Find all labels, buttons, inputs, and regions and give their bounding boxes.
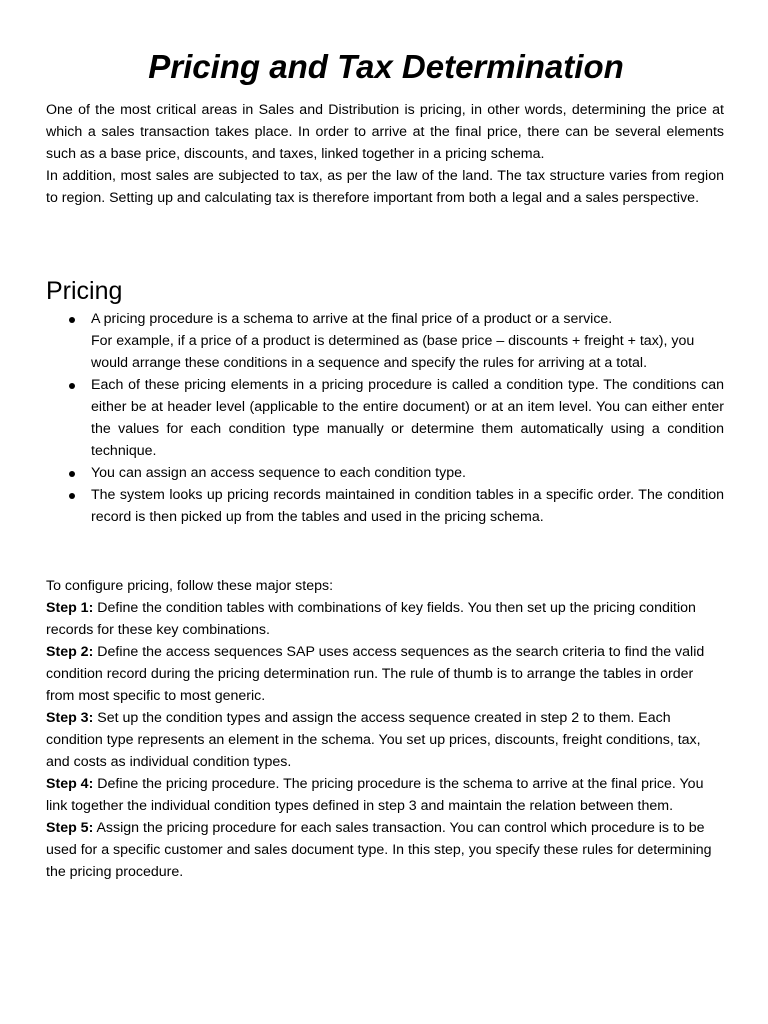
step-item: [46, 817, 724, 883]
step-text: Define the access sequences SAP uses access sequences as the search criteria to find the valid condition record during the pricing determination run. The rule of thumb is to arrange the tables in order from most specific to most generic.: [46, 644, 705, 704]
bullet-icon: [69, 493, 75, 499]
step-item: [46, 597, 724, 641]
bullet-text: You can assign an access sequence to each condition type.: [91, 465, 466, 481]
steps-section: [46, 575, 724, 883]
bullet-item: [46, 308, 724, 374]
step-text: Assign the pricing procedure for each sales transaction. You can control which procedure is to be used for a specific customer and sales document type. In this step, you specify these rules for determining the pricing procedure.: [46, 820, 712, 880]
intro-paragraph: One of the most critical areas in Sales and Distribution is pricing, in other words, determining the price at which a sales transaction takes place. In order to arrive at the final price, there can be several elements such as a base price, discounts, and taxes, linked together in a pricing schema.: [46, 102, 724, 162]
step-label: Step 4:: [46, 776, 94, 792]
step-label: Step 3:: [46, 710, 94, 726]
bullet-icon: [69, 317, 75, 323]
steps-intro: To configure pricing, follow these major steps:: [46, 578, 334, 594]
page-title: Pricing and Tax Determination: [148, 48, 624, 85]
step-item: [46, 707, 724, 773]
step-text: Define the pricing procedure. The pricing procedure is the schema to arrive at the final price. You link together the individual condition types defined in step 3 and maintain the relation between them.: [46, 776, 704, 814]
bullet-icon: [69, 471, 75, 477]
bullet-text: Each of these pricing elements in a pricing procedure is called a condition type. The conditions can either be at header level (applicable to the entire document) or at an item level. You can either enter the values for each condition type manually or determine them automatically using a condition technique.: [91, 377, 724, 459]
step-item: [46, 773, 724, 817]
bullet-text: A pricing procedure is a schema to arrive at the final price of a product or a service.: [91, 311, 613, 327]
bullet-item: [46, 484, 724, 528]
intro-section: [46, 99, 724, 209]
step-label: Step 1:: [46, 600, 94, 616]
bullet-icon: [69, 383, 75, 389]
section-heading-pricing: Pricing: [46, 277, 123, 305]
step-label: Step 2:: [46, 644, 94, 660]
bullet-text: The system looks up pricing records maintained in condition tables in a specific order. The condition record is then picked up from the tables and used in the pricing schema.: [91, 487, 724, 525]
step-text: Define the condition tables with combinations of key fields. You then set up the pricing condition records for these key combinations.: [46, 600, 696, 638]
intro-paragraph: In addition, most sales are subjected to tax, as per the law of the land. The tax structure varies from region to region. Setting up and calculating tax is therefore important from both a legal and a sales perspective.: [46, 168, 724, 206]
step-item: [46, 641, 724, 707]
step-label: Step 5:: [46, 820, 94, 836]
step-text: Set up the condition types and assign the access sequence created in step 2 to them. Each condition type represents an element in the schema. You set up prices, discounts, freight conditions, tax, and costs as individual condition types.: [46, 710, 701, 770]
bullet-subtext: For example, if a price of a product is determined as (base price – discounts + freight + tax), you would arrange these conditions in a sequence and specify the rules for arriving at a total.: [91, 333, 695, 371]
bullet-item: [46, 374, 724, 462]
pricing-bullet-list: [46, 308, 724, 528]
bullet-item: [46, 462, 724, 484]
